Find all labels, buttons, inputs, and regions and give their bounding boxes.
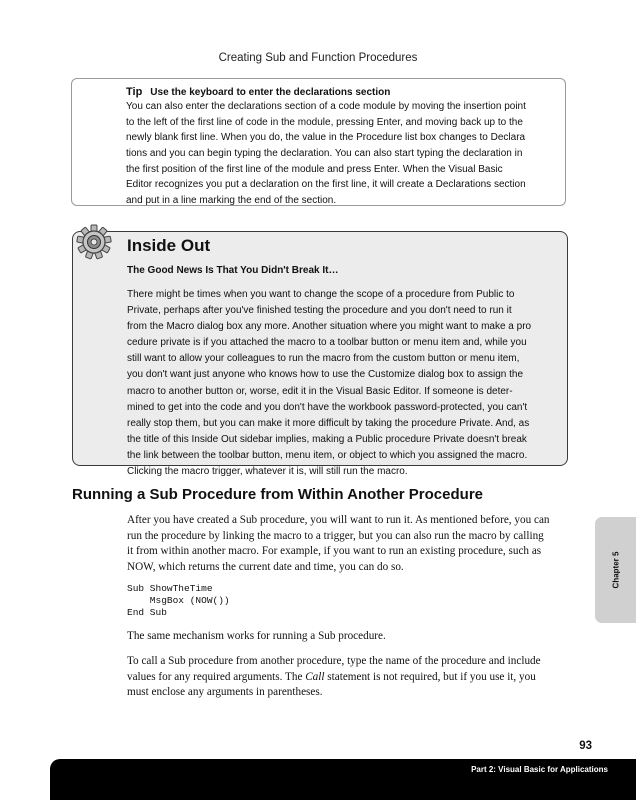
- section-heading: Running a Sub Procedure from Within Another Procedure: [72, 486, 483, 503]
- tip-label: Tip: [126, 86, 143, 98]
- page-number: 93: [579, 740, 592, 752]
- running-head: Creating Sub and Function Procedures: [218, 52, 418, 64]
- tip-line: newly blank first line. When you do, the value in the Procedure list box changes to Declara: [126, 132, 526, 144]
- inside-out-line: macro to another button or, worse, edit it in the Visual Basic Editor. If someone is deter-: [127, 385, 513, 397]
- paragraph-line: The same mechanism works for running a Sub procedure.: [127, 630, 386, 642]
- inside-out-body: [127, 287, 557, 480]
- tip-title-text: Use the keyboard to enter the declarations section: [150, 87, 391, 98]
- tip-line: Editor recognizes you put a declaration on the first line, it will create a Declarations section: [126, 179, 526, 191]
- footer-bar: [50, 759, 636, 800]
- paragraph-line: NOW, which returns the current date and time, you can do so.: [127, 560, 404, 573]
- chapter-tab: [595, 517, 636, 623]
- inside-out-line: still want to allow your colleagues to run the macro from the custom button or menu item,: [127, 353, 520, 365]
- call-keyword: Call: [305, 670, 325, 683]
- chapter-tab-label: Chapter 5: [611, 551, 620, 589]
- inside-out-line: Private, perhaps after you've finished testing the procedure and you don't need to run it: [127, 305, 512, 317]
- inside-out-line: mined to get into the code and you don't have the workbook password-protected, you can't: [127, 401, 528, 413]
- inside-out-line: Clicking the macro trigger, whatever it is, will still run the macro.: [127, 466, 408, 478]
- paragraph-line: it from within another macro. For example, if you want to run an existing procedure, such as: [127, 545, 542, 557]
- inside-out-line: really stop them, but you can make it more difficult by taking the procedure Private. And, as: [127, 417, 530, 429]
- tip-box: [71, 78, 566, 206]
- tip-line: the first position of the first line of the module and press Enter. When the Visual Basic: [126, 163, 503, 175]
- body-paragraph: [127, 513, 567, 575]
- tip-line: tions and you can begin typing the declaration. You can also start typing the declaration in: [126, 148, 523, 160]
- gear-icon: [76, 224, 112, 260]
- paragraph-line: To call a Sub procedure from another procedure, type the name of the procedure and include: [127, 655, 541, 667]
- text-run: values for any required arguments. The: [127, 670, 306, 683]
- inside-out-line: you don't want just anyone who knows how to use the Customize dialog box to assign the: [127, 369, 524, 381]
- tip-line: and put in a line marking the end of the section.: [126, 195, 337, 207]
- tip-body: [126, 99, 556, 209]
- tip-title: [126, 86, 390, 98]
- body-paragraph: [127, 629, 567, 645]
- inside-out-line: There might be times when you want to change the scope of a procedure from Public to: [127, 289, 515, 300]
- inside-out-line: from the Macro dialog box any more. Another situation where you might want to make a pro: [127, 321, 532, 333]
- inside-out-line: the link between the toolbar button, menu item, or object to which you assigned the macro.: [127, 449, 528, 461]
- paragraph-line: After you have created a Sub procedure, you will want to run it. As mentioned before, you can: [127, 514, 550, 526]
- code-block: [127, 583, 230, 619]
- body-paragraph: [127, 654, 567, 701]
- inside-out-line: cedure private is if you attached the macro to a toolbar button or menu item and, while you: [127, 337, 527, 349]
- inside-out-heading: Inside Out: [127, 236, 211, 255]
- paragraph-line: must enclose any arguments in parentheses.: [127, 686, 323, 698]
- code-line: End Sub: [127, 607, 167, 618]
- footer-part-title: Part 2: Visual Basic for Applications: [471, 765, 608, 774]
- tip-line: You can also enter the declarations section of a code module by moving the insertion point: [126, 101, 526, 112]
- inside-out-subheading: The Good News Is That You Didn't Break It…: [127, 265, 339, 276]
- code-line: Sub ShowTheTime: [127, 583, 213, 594]
- paragraph-line: run the procedure by linking the macro to a trigger, but you can also run the macro by calling: [127, 529, 544, 542]
- paragraph-line: [127, 670, 567, 686]
- inside-out-line: the title of this Inside Out sidebar implies, making a Public procedure Private doesn't break: [127, 433, 527, 445]
- tip-line: to the left of the first line of code in the module, pressing Enter, and moving back up to the: [126, 116, 523, 128]
- code-line: MsgBox (NOW()): [127, 595, 230, 606]
- text-run: statement is not required, but if you use it, you: [324, 670, 536, 683]
